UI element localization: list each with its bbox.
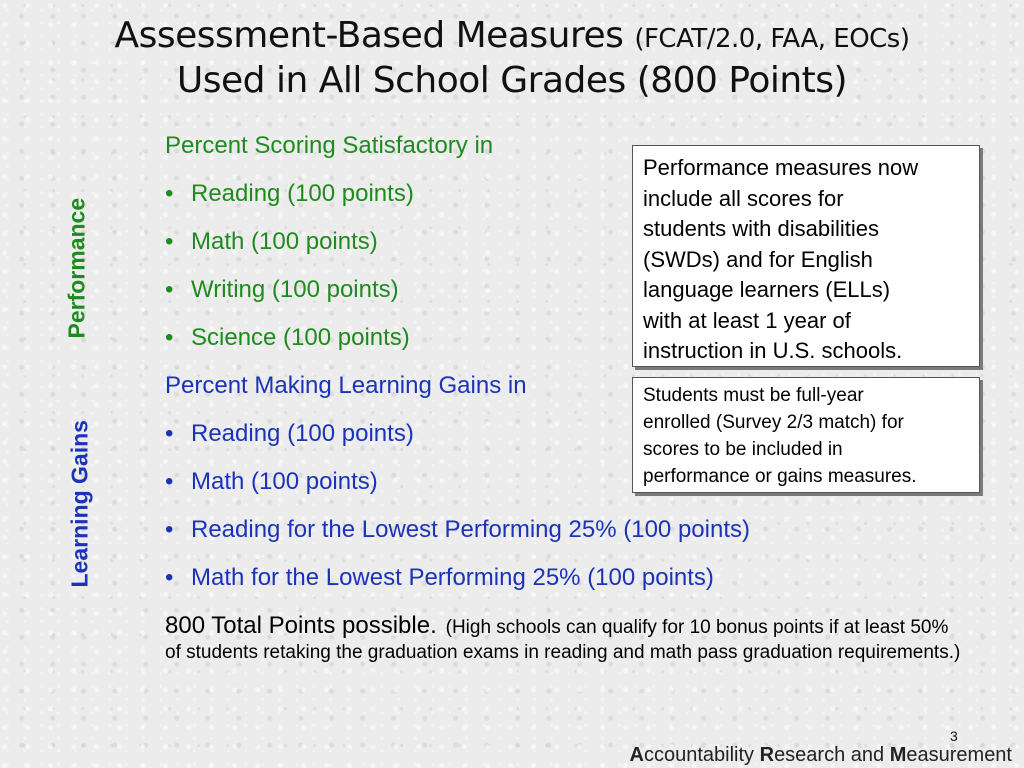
slide-title — [0, 14, 1024, 102]
list-item-label: Reading (100 points) — [191, 420, 414, 447]
performance-heading: Percent Scoring Satisfactory in — [165, 132, 494, 159]
footer-initial-r: R — [759, 744, 775, 766]
performance-side-label: Performance — [63, 197, 90, 339]
bullet-icon: • — [165, 564, 174, 591]
bullet-icon: • — [165, 228, 174, 255]
list-item-label: Science (100 points) — [191, 324, 410, 351]
title-parenthetical: (FCAT/2.0, FAA, EOCs) — [634, 24, 910, 54]
list-item — [165, 180, 414, 208]
footer-initial-a: A — [629, 744, 644, 766]
list-item-label: Math (100 points) — [191, 468, 378, 495]
bullet-icon: • — [165, 276, 174, 303]
list-item-label: Math (100 points) — [191, 228, 378, 255]
total-points-main: 800 Total Points possible. — [165, 612, 437, 639]
bullet-icon: • — [165, 420, 174, 447]
enrollment-note-box — [632, 377, 980, 493]
list-item-label: Math for the Lowest Performing 25% (100 points) — [191, 564, 714, 591]
list-item-label: Reading (100 points) — [191, 180, 414, 207]
list-item — [165, 468, 378, 496]
footer-initial-m: M — [889, 744, 907, 766]
page-number: 3 — [950, 728, 958, 744]
list-item — [165, 324, 410, 352]
footer-word-m: easurement — [906, 744, 1012, 766]
footer-word-a: ccountability — [643, 744, 760, 766]
bonus-points-note: (High schools can qualify for 10 bonus points if at least 50% of students retaking the graduation exams in reading and math pass graduation requirements.) — [165, 617, 961, 663]
footer-word-r: esearch and — [774, 744, 890, 766]
note-line: students with disabilities — [643, 216, 880, 241]
title-main: Assessment-Based Measures — [114, 15, 624, 56]
title-line-1 — [0, 14, 1024, 57]
title-line-2: Used in All School Grades (800 Points) — [176, 60, 848, 102]
note-line: (SWDs) and for English — [643, 246, 873, 272]
total-points — [165, 612, 965, 665]
note-line: instruction in U.S. schools. — [643, 338, 903, 363]
list-item — [165, 564, 714, 592]
bullet-icon: • — [165, 516, 174, 543]
list-item-label: Writing (100 points) — [191, 276, 399, 303]
list-item-label: Reading for the Lowest Performing 25% (100 points) — [191, 516, 750, 543]
note-line: scores to be included in — [643, 439, 843, 460]
bullet-icon: • — [165, 468, 174, 495]
bullet-icon: • — [165, 180, 174, 207]
note-line: performance or gains measures. — [643, 466, 917, 487]
note-line: enrolled (Survey 2/3 match) for — [643, 412, 904, 433]
list-item — [165, 420, 414, 448]
list-item — [165, 276, 399, 304]
note-line: Performance measures now — [643, 155, 919, 180]
list-item — [165, 516, 750, 544]
learning-gains-side-label: Learning Gains — [66, 420, 93, 588]
performance-note-box — [632, 145, 980, 367]
note-line: with at least 1 year of — [643, 307, 851, 333]
note-line: include all scores for — [643, 185, 844, 211]
list-item — [165, 228, 378, 256]
learning-gains-heading: Percent Making Learning Gains in — [165, 372, 527, 399]
note-line: Students must be full-year — [643, 385, 864, 406]
note-line: language learners (ELLs) — [643, 277, 891, 302]
footer-org-name — [630, 744, 1012, 767]
bullet-icon: • — [165, 324, 174, 351]
